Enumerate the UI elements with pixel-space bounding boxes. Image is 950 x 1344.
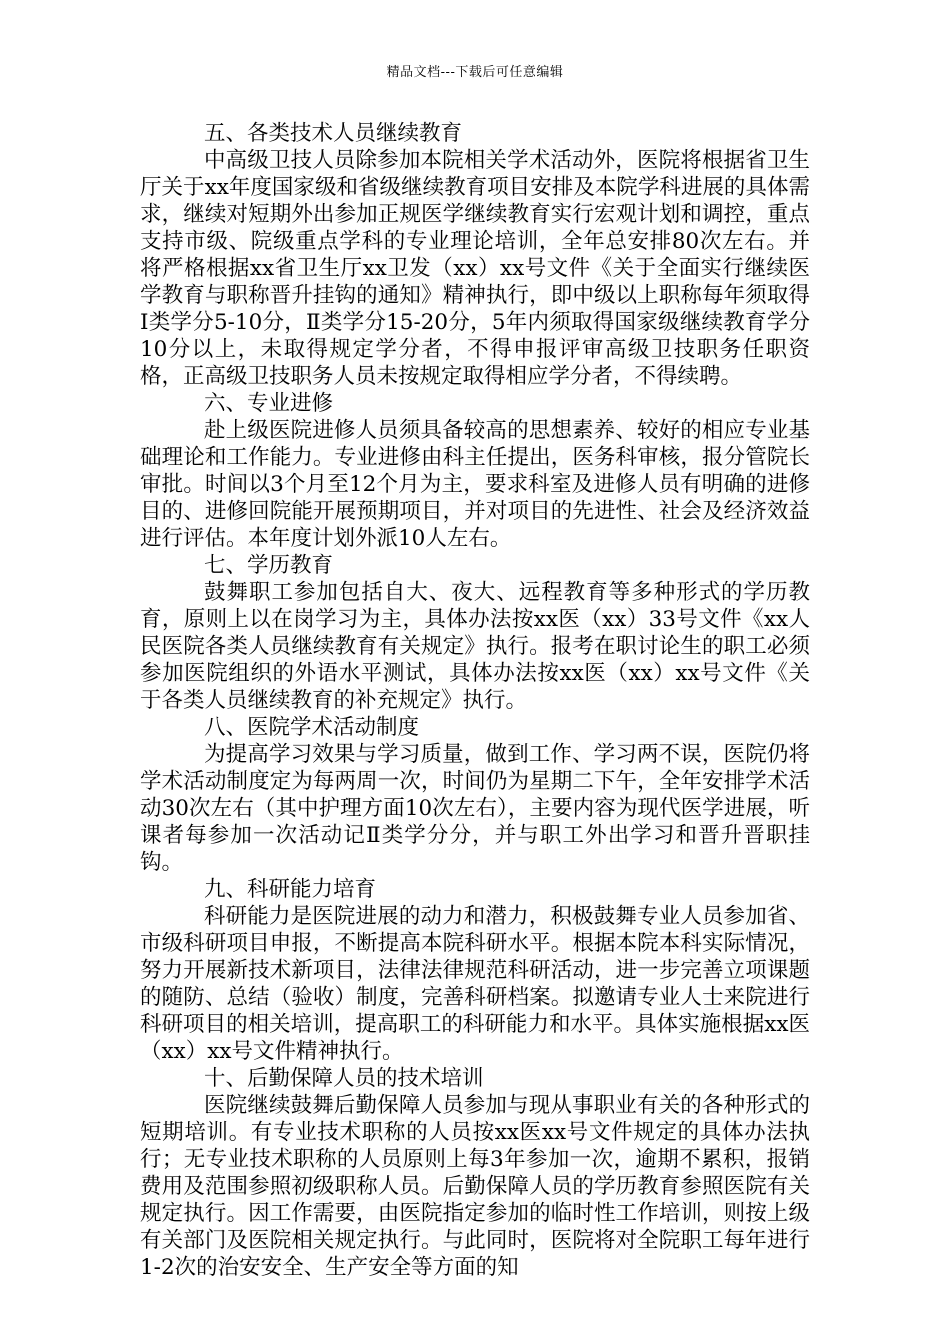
section-heading: 十、后勤保障人员的技术培训 [204,1066,484,1091]
section-heading: 六、专业进修 [204,391,334,416]
section-heading: 五、各类技术人员继续教育 [204,121,463,146]
document-body [140,120,810,1281]
page-header: 精品文档---下载后可任意编辑 [386,65,564,80]
section-paragraph: 为提高学习效果与学习质量，做到工作、学习两不误，医院仍将学术活动制度定为每两周一次，时间仍为星期二下午，全年安排学术活动30次左右（其中护理方面10次左右），主要内容为现代医学进展，听课者每参加一次活动记Ⅱ类学分分，并与职工外出学习和晋升晋职挂钩。 [140,742,810,875]
section-paragraph: 中高级卫技人员除参加本院相关学术活动外，医院将根据省卫生厅关于xx年度国家级和省级继续教育项目安排及本院学科进展的具体需求，继续对短期外出参加正规医学继续教育实行宏观计划和调控，重点支持市级、院级重点学科的专业理论培训，全年总安排80次左右。并将严格根据xx省卫生厅xx卫发（xx）xx号文件《关于全面实行继续医学教育与职称晋升挂钩的通知》精神执行，即中级以上职称每年须取得Ⅰ类学分5-10分，Ⅱ类学分15-20分，5年内须取得国家级继续教育学分10分以上，未取得规定学分者，不得申报评审高级卫技职务任职资格，正高级卫技职务人员未按规定取得相应学分者，不得续聘。 [140,148,810,389]
section-heading: 七、学历教育 [204,553,334,578]
section-paragraph: 医院继续鼓舞后勤保障人员参加与现从事职业有关的各种形式的短期培训。有专业技术职称的人员按xx医xx号文件规定的具体办法执行；无专业技术职称的人员原则上每3年参加一次，逾期不累积，报销费用及范围参照初级职称人员。后勤保障人员的学历教育参照医院有关规定执行。因工作需要，由医院指定参加的临时性工作培训，则按上级有关部门及医院相关规定执行。与此同时，医院将对全院职工每年进行1-2次的治安安全、生产安全等方面的知 [140,1093,810,1280]
section-paragraph: 赴上级医院进修人员须具备较高的思想素养、较好的相应专业基础理论和工作能力。专业进修由科主任提出，医务科审核，报分管院长审批。时间以3个月至12个月为主，要求科室及进修人员有明确的进修目的、进修回院能开展预期项目，并对项目的先进性、社会及经济效益进行评估。本年度计划外派10人左右。 [140,418,810,551]
section-heading: 八、医院学术活动制度 [204,715,420,740]
section-paragraph: 鼓舞职工参加包括自大、夜大、远程教育等多种形式的学历教育，原则上以在岗学习为主，具体办法按xx医（xx）33号文件《xx人民医院各类人员继续教育有关规定》执行。报考在职讨论生的职工必须参加医院组织的外语水平测试，具体办法按xx医（xx）xx号文件《关于各类人员继续教育的补充规定》执行。 [140,580,810,713]
section-paragraph: 科研能力是医院进展的动力和潜力，积极鼓舞专业人员参加省、市级科研项目申报，不断提高本院科研水平。根据本院本科实际情况，努力开展新技术新项目，法律法律规范科研活动，进一步完善立项课题的随防、总结（验收）制度，完善科研档案。拟邀请专业人士来院进行科研项目的相关培训，提高职工的科研能力和水平。具体实施根据xx医（xx）xx号文件精神执行。 [140,904,810,1064]
section-heading: 九、科研能力培育 [204,877,377,902]
